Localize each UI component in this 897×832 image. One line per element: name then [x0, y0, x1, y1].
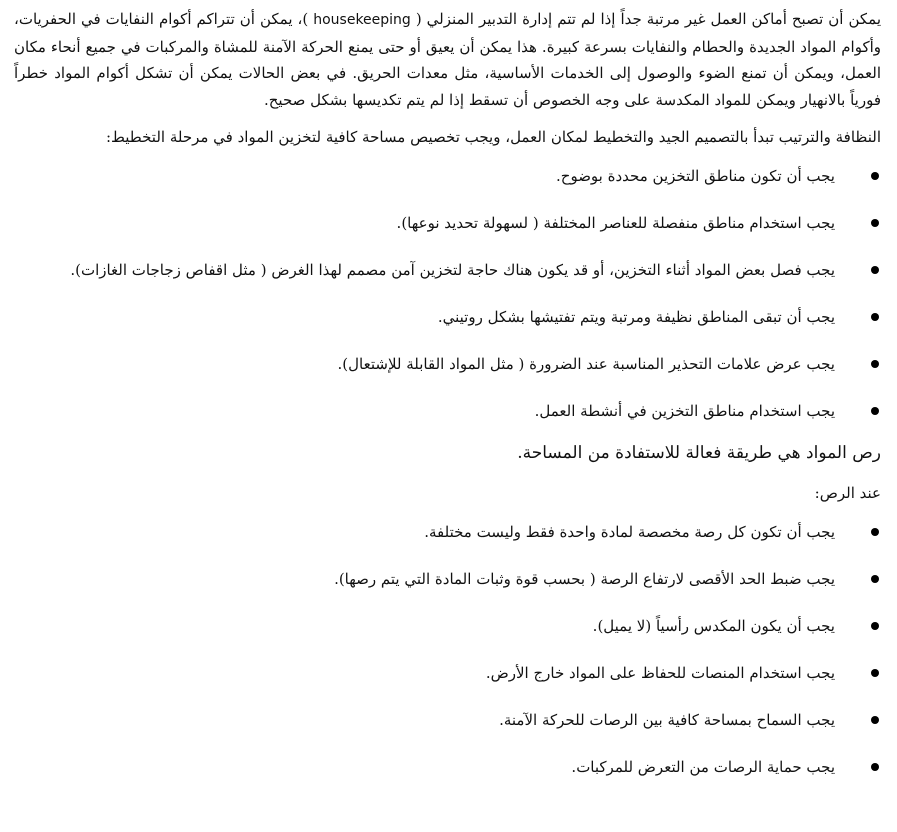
- list-item-text: يجب أن تكون مناطق التخزين محددة بوضوح.: [556, 167, 835, 185]
- bullet-icon: [871, 407, 879, 415]
- list-item-text: يجب أن تكون كل رصة مخصصة لمادة واحدة فقط وليست مختلفة.: [424, 523, 835, 541]
- bullet-icon: [871, 172, 879, 180]
- bullet-icon: [871, 622, 879, 630]
- list-item-text: يجب عرض علامات التحذير المناسبة عند الضرورة ( مثل المواد القابلة للإشتعال).: [337, 355, 835, 373]
- list-item-text: يجب فصل بعض المواد أثناء التخزين، أو قد يكون هناك حاجة لتخزين آمن مصمم لهذا الغرض ( مثل اقفاص زجاجات الغازات).: [70, 261, 835, 279]
- planning-heading: النظافة والترتيب تبدأ بالتصميم الجيد والتخطيط لمكان العمل، ويجب تخصيص مساحة كافية لتخزين المواد في مرحلة التخطيط:: [105, 128, 881, 146]
- list-item: [14, 567, 881, 591]
- list-item-text: يجب استخدام مناطق منفصلة للعناصر المختلفة ( لسهولة تحديد نوعها).: [396, 214, 835, 232]
- list-item: [14, 614, 881, 638]
- bullet-icon: [871, 575, 879, 583]
- list-item-text: يجب استخدام المنصات للحفاظ على المواد خارج الأرض.: [485, 664, 835, 682]
- bullet-icon: [871, 266, 879, 274]
- list-item: [14, 305, 881, 329]
- bullet-icon: [871, 360, 879, 368]
- list-item-text: يجب حماية الرصات من التعرض للمركبات.: [571, 758, 835, 776]
- bullet-icon: [871, 313, 879, 321]
- bullet-icon: [871, 669, 879, 677]
- intro-text-after: )، يمكن أن تتراكم أكوام النفايات في الحفريات، وأكوام المواد الجديدة والحطام والنفايات بسرعة كبيرة. هذا يمكن أن يعيق أو حتى يمنع الحركة الآمنة للمشاة والمركبات في جميع أنحاء مكان العمل، ويمكن أن تمنع الضوء والوصول إلى الخدمات الأساسية، مثل معدات الحريق. في بعض الحالات يمكن أن تشكل أكوام المواد خطراً فورياً بالانهيار ويمكن للمواد المكدسة على وجه الخصوص أن تسقط إذا لم يتم تكديسها بشكل صحيح.: [14, 10, 881, 109]
- list-item: [14, 164, 881, 188]
- list-item-text: يجب أن تبقى المناطق نظيفة ومرتبة ويتم تفتيشها بشكل روتيني.: [437, 308, 835, 326]
- list-item: [14, 211, 881, 235]
- list-item: [14, 708, 881, 732]
- list-item: [14, 352, 881, 376]
- intro-text-before: يمكن أن تصبح أماكن العمل غير مرتبة جداً إذا لم تتم إدارة التدبير المنزلي (: [410, 10, 881, 28]
- list-item: [14, 755, 881, 779]
- list-item: [14, 661, 881, 685]
- planning-list: [14, 164, 881, 423]
- list-item: [14, 399, 881, 423]
- list-item-text: يجب استخدام مناطق التخزين في أنشطة العمل.: [534, 402, 835, 420]
- bullet-icon: [871, 763, 879, 771]
- bullet-icon: [871, 528, 879, 536]
- bullet-icon: [871, 716, 879, 724]
- stacking-statement: رص المواد هي طريقة فعالة للاستفادة من المساحة.: [517, 443, 881, 463]
- stacking-list: [14, 520, 881, 779]
- intro-paragraph: [14, 6, 881, 113]
- intro-english-term: housekeeping: [313, 12, 411, 28]
- list-item: [14, 258, 881, 282]
- bullet-icon: [871, 219, 879, 227]
- list-item-text: يجب ضبط الحد الأقصى لارتفاع الرصة ( بحسب قوة وثبات المادة التي يتم رصها).: [334, 570, 835, 588]
- list-item-text: يجب أن يكون المكدس رأسياً (لا يميل).: [592, 617, 835, 635]
- stacking-heading: عند الرص:: [814, 484, 881, 502]
- list-item-text: يجب السماح بمساحة كافية بين الرصات للحركة الآمنة.: [499, 711, 835, 729]
- list-item: [14, 520, 881, 544]
